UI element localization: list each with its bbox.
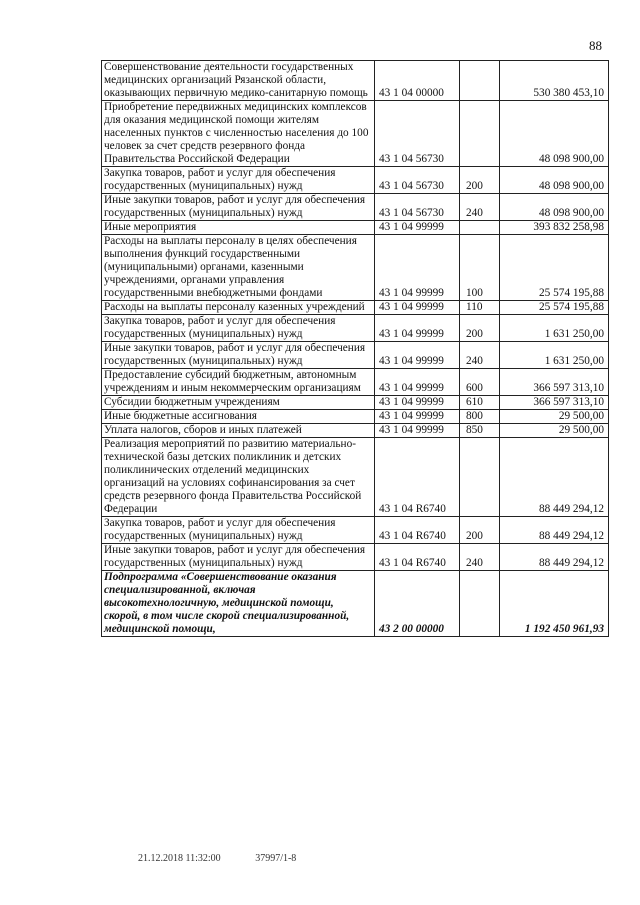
row-expense-type-cell: 200 [460, 315, 500, 342]
row-expense-type-cell: 610 [460, 396, 500, 410]
row-name-cell: Расходы на выплаты персоналу в целях обеспечения выполнения функций государственными (муниципальными) органами, казенными учреждениями, органами управления государственными внебюджетными фондами [102, 235, 375, 301]
row-expense-type-cell: 100 [460, 235, 500, 301]
row-amount-cell: 88 449 294,12 [500, 438, 609, 517]
row-name-cell: Иные закупки товаров, работ и услуг для обеспечения государственных (муниципальных) нужд [102, 194, 375, 221]
row-code-cell: 43 1 04 99999 [375, 396, 460, 410]
row-code-cell: 43 1 04 99999 [375, 221, 460, 235]
table-row [102, 235, 609, 301]
row-name-cell: Иные бюджетные ассигнования [102, 410, 375, 424]
row-amount-cell: 48 098 900,00 [500, 101, 609, 167]
row-amount-cell: 48 098 900,00 [500, 194, 609, 221]
table-row [102, 438, 609, 517]
row-amount-cell: 48 098 900,00 [500, 167, 609, 194]
row-expense-type-cell: 200 [460, 167, 500, 194]
row-code-cell: 43 1 04 99999 [375, 301, 460, 315]
row-expense-type-cell [460, 438, 500, 517]
row-expense-type-cell: 800 [460, 410, 500, 424]
row-code-cell: 43 1 04 56730 [375, 101, 460, 167]
row-code-cell: 43 1 04 99999 [375, 410, 460, 424]
table-row [102, 167, 609, 194]
row-name-cell: Закупка товаров, работ и услуг для обеспечения государственных (муниципальных) нужд [102, 167, 375, 194]
row-amount-cell: 1 192 450 961,93 [500, 571, 609, 637]
row-code-cell: 43 1 04 99999 [375, 424, 460, 438]
table-row [102, 194, 609, 221]
row-amount-cell: 25 574 195,88 [500, 301, 609, 315]
row-expense-type-cell: 240 [460, 342, 500, 369]
table-row [102, 101, 609, 167]
row-name-cell: Закупка товаров, работ и услуг для обеспечения государственных (муниципальных) нужд [102, 315, 375, 342]
row-expense-type-cell [460, 101, 500, 167]
row-expense-type-cell: 240 [460, 544, 500, 571]
row-amount-cell: 25 574 195,88 [500, 235, 609, 301]
row-expense-type-cell [460, 61, 500, 101]
footer-doc-id: 37997/1-8 [255, 853, 297, 864]
row-code-cell: 43 1 04 99999 [375, 342, 460, 369]
row-expense-type-cell [460, 571, 500, 637]
page-number: 88 [589, 38, 602, 53]
table-row [102, 369, 609, 396]
row-name-cell: Предоставление субсидий бюджетным, автономным учреждениям и иным некоммерческим организациям [102, 369, 375, 396]
row-name-cell: Совершенствование деятельности государственных медицинских организаций Рязанской области, оказывающих первичную медико-санитарную помощь [102, 61, 375, 101]
row-code-cell: 43 1 04 00000 [375, 61, 460, 101]
table-body [102, 61, 609, 637]
row-amount-cell: 530 380 453,10 [500, 61, 609, 101]
budget-table [101, 60, 609, 637]
row-amount-cell: 393 832 258,98 [500, 221, 609, 235]
row-name-cell: Уплата налогов, сборов и иных платежей [102, 424, 375, 438]
row-expense-type-cell: 110 [460, 301, 500, 315]
row-name-cell: Иные мероприятия [102, 221, 375, 235]
row-code-cell: 43 1 04 56730 [375, 167, 460, 194]
row-amount-cell: 29 500,00 [500, 410, 609, 424]
row-code-cell: 43 1 04 R6740 [375, 517, 460, 544]
table-row [102, 315, 609, 342]
table-row [102, 342, 609, 369]
footer-timestamp: 21.12.2018 11:32:00 [138, 853, 221, 864]
row-amount-cell: 1 631 250,00 [500, 315, 609, 342]
table-row [102, 396, 609, 410]
row-code-cell: 43 1 04 99999 [375, 235, 460, 301]
table-row [102, 571, 609, 637]
row-amount-cell: 1 631 250,00 [500, 342, 609, 369]
row-name-cell: Иные закупки товаров, работ и услуг для обеспечения государственных (муниципальных) нужд [102, 342, 375, 369]
row-amount-cell: 366 597 313,10 [500, 396, 609, 410]
row-amount-cell: 88 449 294,12 [500, 544, 609, 571]
table-row [102, 301, 609, 315]
row-amount-cell: 29 500,00 [500, 424, 609, 438]
row-code-cell: 43 1 04 99999 [375, 369, 460, 396]
row-code-cell: 43 1 04 56730 [375, 194, 460, 221]
row-expense-type-cell: 200 [460, 517, 500, 544]
row-name-cell: Приобретение передвижных медицинских комплексов для оказания медицинской помощи жителям населенных пунктов с численностью населения до 100 человек за счет средств резервного фонда Правительства Российской Федерации [102, 101, 375, 167]
row-code-cell: 43 1 04 R6740 [375, 438, 460, 517]
row-expense-type-cell: 600 [460, 369, 500, 396]
row-name-cell: Иные закупки товаров, работ и услуг для обеспечения государственных (муниципальных) нужд [102, 544, 375, 571]
row-amount-cell: 366 597 313,10 [500, 369, 609, 396]
row-expense-type-cell: 850 [460, 424, 500, 438]
row-name-cell: Расходы на выплаты персоналу казенных учреждений [102, 301, 375, 315]
row-name-cell: Субсидии бюджетным учреждениям [102, 396, 375, 410]
row-code-cell: 43 1 04 R6740 [375, 544, 460, 571]
table-row [102, 517, 609, 544]
row-amount-cell: 88 449 294,12 [500, 517, 609, 544]
row-code-cell: 43 2 00 00000 [375, 571, 460, 637]
table-row [102, 544, 609, 571]
row-name-cell: Подпрограмма «Совершенствование оказания специализированной, включая высокотехнологичную, медицинской помощи, скорой, в том числе скорой специализированной, медицинской помощи, [102, 571, 375, 637]
row-name-cell: Реализация мероприятий по развитию материально-технической базы детских поликлиник и детских поликлинических отделений медицинских организаций на условиях софинансирования за счет средств резервного фонда Правительства Российской Федерации [102, 438, 375, 517]
table-row [102, 61, 609, 101]
footer [138, 853, 328, 864]
row-code-cell: 43 1 04 99999 [375, 315, 460, 342]
row-name-cell: Закупка товаров, работ и услуг для обеспечения государственных (муниципальных) нужд [102, 517, 375, 544]
table-row [102, 410, 609, 424]
row-expense-type-cell: 240 [460, 194, 500, 221]
row-expense-type-cell [460, 221, 500, 235]
table-row [102, 424, 609, 438]
table-row [102, 221, 609, 235]
